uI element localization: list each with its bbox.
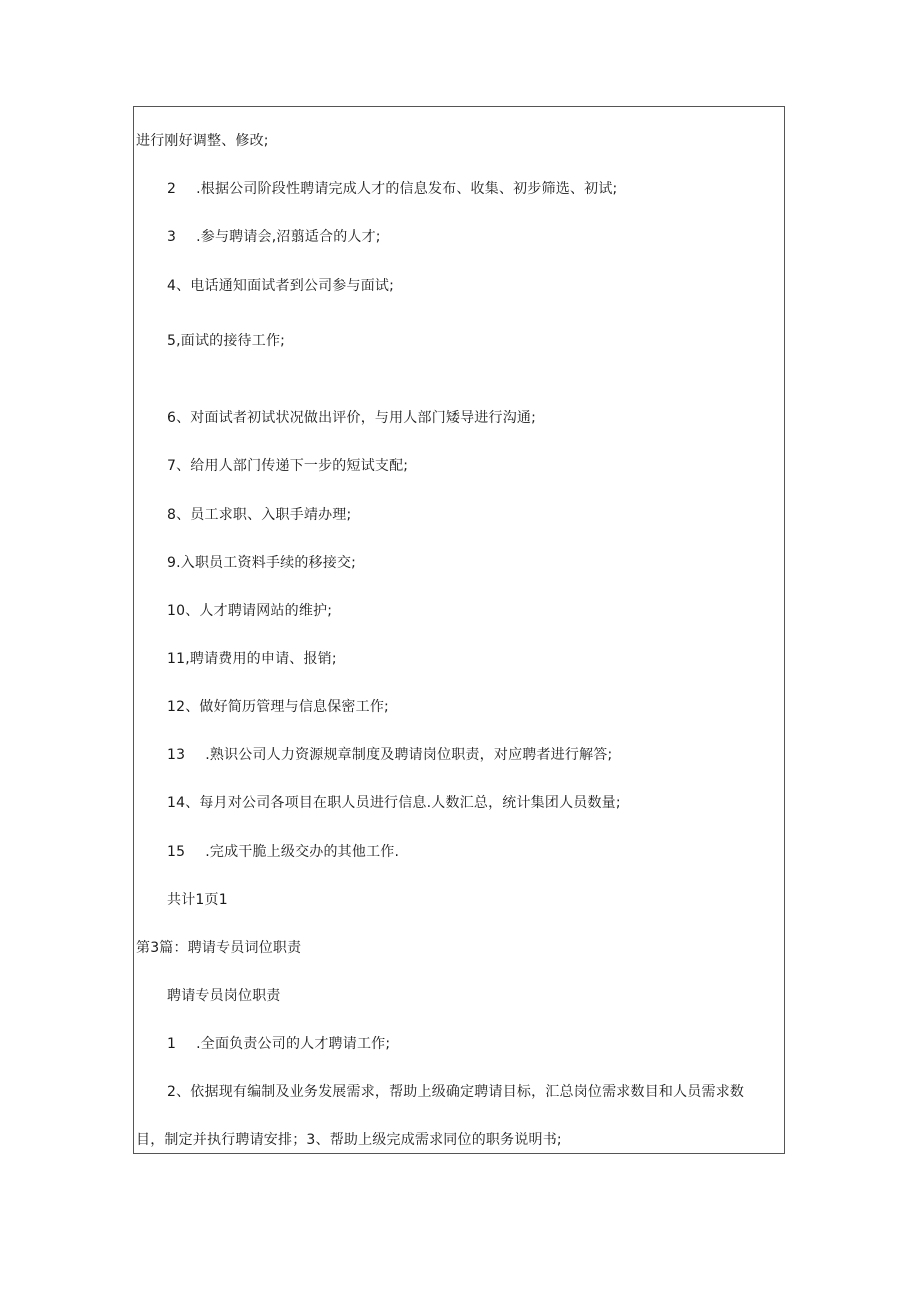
line-text: 目，制定并执行聘请安排；3、帮助上级完成需求同位的职务说明书; xyxy=(136,1132,562,1148)
list-item xyxy=(167,457,408,475)
line-text: 聘请专员岗位职责 xyxy=(167,988,281,1004)
line-text: .根据公司阶段性聘请完成人才的信息发布、收集、初步筛选、初试; xyxy=(196,181,618,197)
list-item xyxy=(167,746,612,764)
line-text: .熟识公司人力资源规章制度及聘请岗位职责，对应聘者进行解答; xyxy=(205,747,613,763)
list-item xyxy=(167,1083,744,1101)
page-count xyxy=(167,891,228,909)
section-heading xyxy=(136,939,301,957)
list-item xyxy=(167,180,617,198)
line-text: .参与聘请会,沼翦适合的人才; xyxy=(196,229,381,245)
line-text: 2、依据现有编制及业务发展需求，帮助上级确定聘请目标，汇总岗位需求数目和人员需求数 xyxy=(167,1084,745,1100)
subsection-title xyxy=(167,987,281,1005)
list-number: 2 xyxy=(167,181,177,197)
list-item xyxy=(167,1035,390,1053)
line-text: 14、每月对公司各项目在职人员进行信息.人数汇总，统计集团人员数量; xyxy=(167,795,621,811)
line-text: 进行刚好调整、修改; xyxy=(136,133,269,149)
list-item xyxy=(167,602,332,620)
line-text: 11,聘请费用的申请、报销; xyxy=(167,651,337,667)
line-text: 共计1页1 xyxy=(167,892,228,908)
list-item xyxy=(167,554,356,572)
line-text: 8、员工求职、入职手靖办理; xyxy=(167,507,352,523)
list-item xyxy=(167,228,381,246)
line-text: 4、电话通知面试者到公司参与面试; xyxy=(167,278,395,294)
line-text: 10、人才聘请网站的维护; xyxy=(167,603,333,619)
list-number: 1 xyxy=(167,1036,177,1052)
line-text: 12、做好简历管理与信息保密工作; xyxy=(167,699,389,715)
list-item xyxy=(167,506,351,524)
list-item xyxy=(167,843,399,861)
list-item xyxy=(167,332,285,350)
list-number: 3 xyxy=(167,229,177,245)
list-item xyxy=(167,794,621,812)
list-number: 15 xyxy=(167,844,186,860)
line-text: .全面负责公司的人才聘请工作; xyxy=(196,1036,391,1052)
line-text: .完成干脆上级交办的其他工作. xyxy=(205,844,400,860)
line-text: 5,面试的接待工作; xyxy=(167,333,286,349)
list-item xyxy=(167,698,389,716)
list-item xyxy=(167,277,394,295)
list-item xyxy=(167,409,536,427)
paragraph-line xyxy=(136,1131,562,1149)
line-text: 第3篇：聘请专员词位职责 xyxy=(136,940,302,956)
paragraph-line xyxy=(136,132,269,150)
line-text: 6、对面试者初试状况做出评价，与用人部门矮导进行沟通; xyxy=(167,410,537,426)
list-number: 13 xyxy=(167,747,186,763)
list-item xyxy=(167,650,337,668)
line-text: 9.入职员工资料手续的移接交; xyxy=(167,555,357,571)
line-text: 7、给用人部门传递下一步的短试支配; xyxy=(167,458,409,474)
